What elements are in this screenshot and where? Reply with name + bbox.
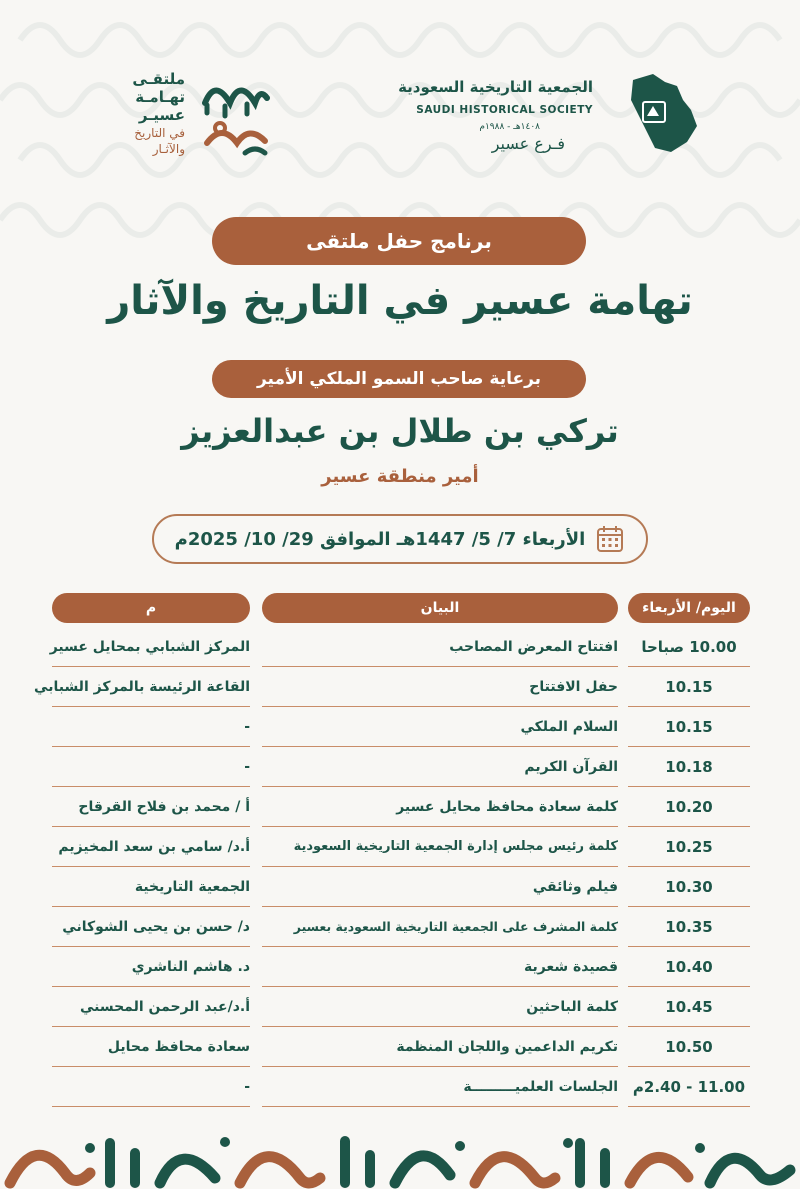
saudi-map-icon xyxy=(625,70,700,155)
cell-presenter: أ / محمد بن فلاح القرقاح xyxy=(78,799,250,815)
column-header-day: اليوم/ الأربعاء xyxy=(628,593,750,623)
cell-time: 10.18 xyxy=(665,758,713,776)
row-divider xyxy=(628,1106,750,1107)
cell-desc: حفل الافتتاح xyxy=(529,679,618,695)
table-row xyxy=(0,747,800,787)
cell-desc: قصيدة شعرية xyxy=(523,959,618,975)
cell-presenter: د/ حسن بن يحيى الشوكاني xyxy=(62,919,250,935)
cell-presenter: الجمعية التاريخية xyxy=(134,879,250,895)
society-year: ١٤٠٨هـ - ١٩٨٨م xyxy=(479,122,540,132)
cell-presenter: - xyxy=(244,759,250,775)
multaqa-line-2: تهـامـة xyxy=(135,88,185,106)
table-row xyxy=(0,787,800,827)
cell-presenter: - xyxy=(244,719,250,735)
cell-time: 10.15 xyxy=(665,718,713,736)
cell-time: 10.35 xyxy=(665,918,713,936)
cell-desc: كلمة المشرف على الجمعية التاريخية السعودية بعسير xyxy=(293,919,618,934)
multaqa-logo xyxy=(100,68,280,168)
multaqa-line-5: والآثـار xyxy=(152,142,185,156)
cell-time: 10.30 xyxy=(665,878,713,896)
table-row xyxy=(0,707,800,747)
society-branch: فـرع عسير xyxy=(491,134,565,153)
table-row xyxy=(0,987,800,1027)
table-row xyxy=(0,1067,800,1107)
row-divider xyxy=(262,1106,618,1107)
cell-time: 10.45 xyxy=(665,998,713,1016)
event-date: الأربعاء 7/ 5/ 1447هـ الموافق 29/ 10/ 2025م xyxy=(174,528,586,550)
multaqa-line-1: ملتقـى xyxy=(132,70,185,88)
saudi-historical-society-logo xyxy=(398,70,705,160)
table-row xyxy=(0,867,800,907)
column-header-presenter: م xyxy=(52,593,250,623)
cell-desc: الجلسات العلميـــــــــة xyxy=(463,1079,618,1095)
cell-desc: فيلم وثائقي xyxy=(532,879,618,895)
table-row xyxy=(0,827,800,867)
table-row xyxy=(0,1027,800,1067)
cell-time: 10.15 xyxy=(665,678,713,696)
cell-time: 11.00 - 2.40م xyxy=(632,1078,746,1096)
row-divider xyxy=(52,1106,250,1107)
main-title: تهامة عسير في التاريخ والآثار xyxy=(107,278,693,324)
table-row xyxy=(0,907,800,947)
column-header-desc: البيان xyxy=(262,593,618,623)
cell-presenter: - xyxy=(244,1079,250,1095)
cell-desc: كلمة سعادة محافظ محايل عسير xyxy=(396,799,618,815)
table-row xyxy=(0,947,800,987)
cell-presenter: سعادة محافظ محايل xyxy=(107,1039,250,1055)
society-name-en: SAUDI HISTORICAL SOCIETY xyxy=(416,104,593,116)
table-row xyxy=(0,667,800,707)
multaqa-line-4: في التاريخ xyxy=(134,126,185,140)
cell-desc: القرآن الكريم xyxy=(524,759,618,775)
society-name-ar: الجمعية التاريخية السعودية xyxy=(398,78,593,96)
cell-desc: تكريم الداعمين واللجان المنظمة xyxy=(396,1039,618,1055)
footer-calligraphy-decoration xyxy=(0,1128,800,1189)
cell-desc: كلمة رئيس مجلس إدارة الجمعية التاريخية السعودية xyxy=(293,839,618,854)
cell-presenter: أ.د/ سامي بن سعد المخيزيم xyxy=(58,839,250,855)
cell-time: 10.00 صباحا xyxy=(641,638,737,656)
cell-time: 10.25 xyxy=(665,838,713,856)
program-label: برنامج حفل ملتقى xyxy=(212,217,586,265)
calligraphy-emblem-icon xyxy=(195,68,275,163)
date-box xyxy=(152,514,648,564)
cell-desc: كلمة الباحثين xyxy=(526,999,618,1015)
patron-label: برعاية صاحب السمو الملكي الأمير xyxy=(212,360,586,398)
cell-presenter: القاعة الرئيسة بالمركز الشبابي xyxy=(34,679,250,695)
cell-presenter: د. هاشم الناشري xyxy=(131,959,250,975)
cell-desc: افتتاح المعرض المصاحب xyxy=(449,639,618,655)
cell-presenter: أ.د/عبد الرحمن المحسني xyxy=(79,999,250,1015)
cell-desc: السلام الملكي xyxy=(520,719,618,735)
prince-title: أمير منطقة عسير xyxy=(321,466,479,487)
prince-name: تركي بن طلال بن عبدالعزيز xyxy=(181,412,619,450)
table-row xyxy=(0,627,800,667)
calendar-icon xyxy=(595,524,625,554)
multaqa-line-3: عسيـر xyxy=(138,106,185,124)
cell-time: 10.50 xyxy=(665,1038,713,1056)
cell-presenter: المركز الشبابي بمحايل عسير xyxy=(49,639,250,655)
cell-time: 10.20 xyxy=(665,798,713,816)
cell-time: 10.40 xyxy=(665,958,713,976)
